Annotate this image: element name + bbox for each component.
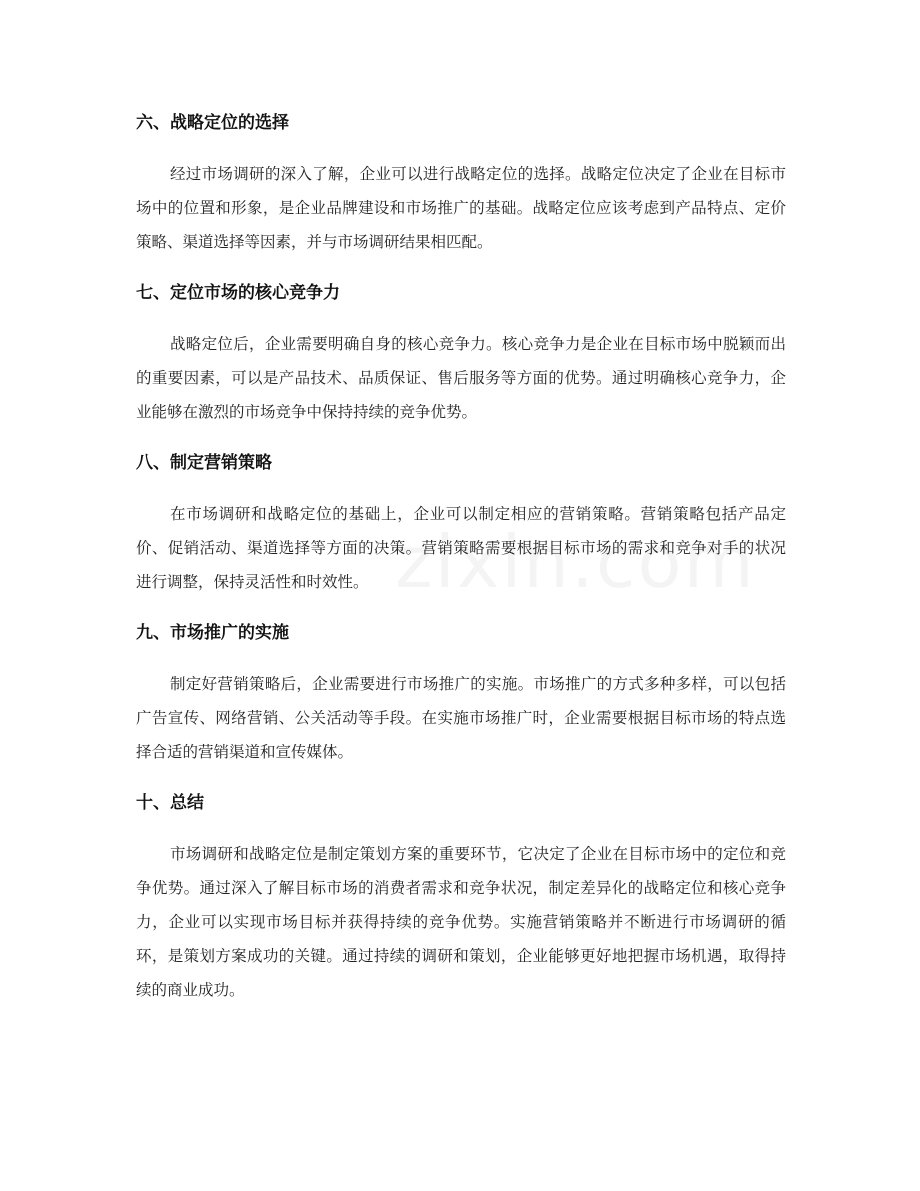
section-8 (136, 446, 786, 599)
section-paragraph: 战略定位后，企业需要明确自身的核心竞争力。核心竞争力是企业在目标市场中脱颖而出的重要因素，可以是产品技术、品质保证、售后服务等方面的优势。通过明确核心竞争力，企业能够在激烈的市场竞争中保持持续的竞争优势。 (136, 335, 786, 421)
section-paragraph: 在市场调研和战略定位的基础上，企业可以制定相应的营销策略。营销策略包括产品定价、促销活动、渠道选择等方面的决策。营销策略需要根据目标市场的需求和竞争对手的状况进行调整，保持灵活性和时效性。 (136, 505, 786, 591)
section-paragraph: 制定好营销策略后，企业需要进行市场推广的实施。市场推广的方式多种多样，可以包括广告宣传、网络营销、公关活动等手段。在实施市场推广时，企业需要根据目标市场的特点选择合适的营销渠道和宣传媒体。 (136, 675, 786, 761)
section-heading: 八、制定营销策略 (136, 453, 272, 473)
section-6 (136, 106, 786, 259)
section-10 (136, 786, 786, 1007)
section-heading: 九、市场推广的实施 (136, 623, 289, 643)
section-heading: 七、定位市场的核心竞争力 (136, 283, 340, 303)
document-body (136, 106, 786, 1024)
section-paragraph: 市场调研和战略定位是制定策划方案的重要环节，它决定了企业在目标市场中的定位和竞争优势。通过深入了解目标市场的消费者需求和竞争状况，制定差异化的战略定位和核心竞争力，企业可以实现市场目标并获得持续的竞争优势。实施营销策略并不断进行市场调研的循环，是策划方案成功的关键。通过持续的调研和策划，企业能够更好地把握市场机遇，取得持续的商业成功。 (136, 845, 786, 999)
section-heading: 六、战略定位的选择 (136, 113, 289, 133)
section-paragraph: 经过市场调研的深入了解，企业可以进行战略定位的选择。战略定位决定了企业在目标市场中的位置和形象，是企业品牌建设和市场推广的基础。战略定位应该考虑到产品特点、定价策略、渠道选择等因素，并与市场调研结果相匹配。 (136, 165, 786, 251)
section-7 (136, 276, 786, 429)
section-heading: 十、总结 (136, 793, 204, 813)
section-9 (136, 616, 786, 769)
